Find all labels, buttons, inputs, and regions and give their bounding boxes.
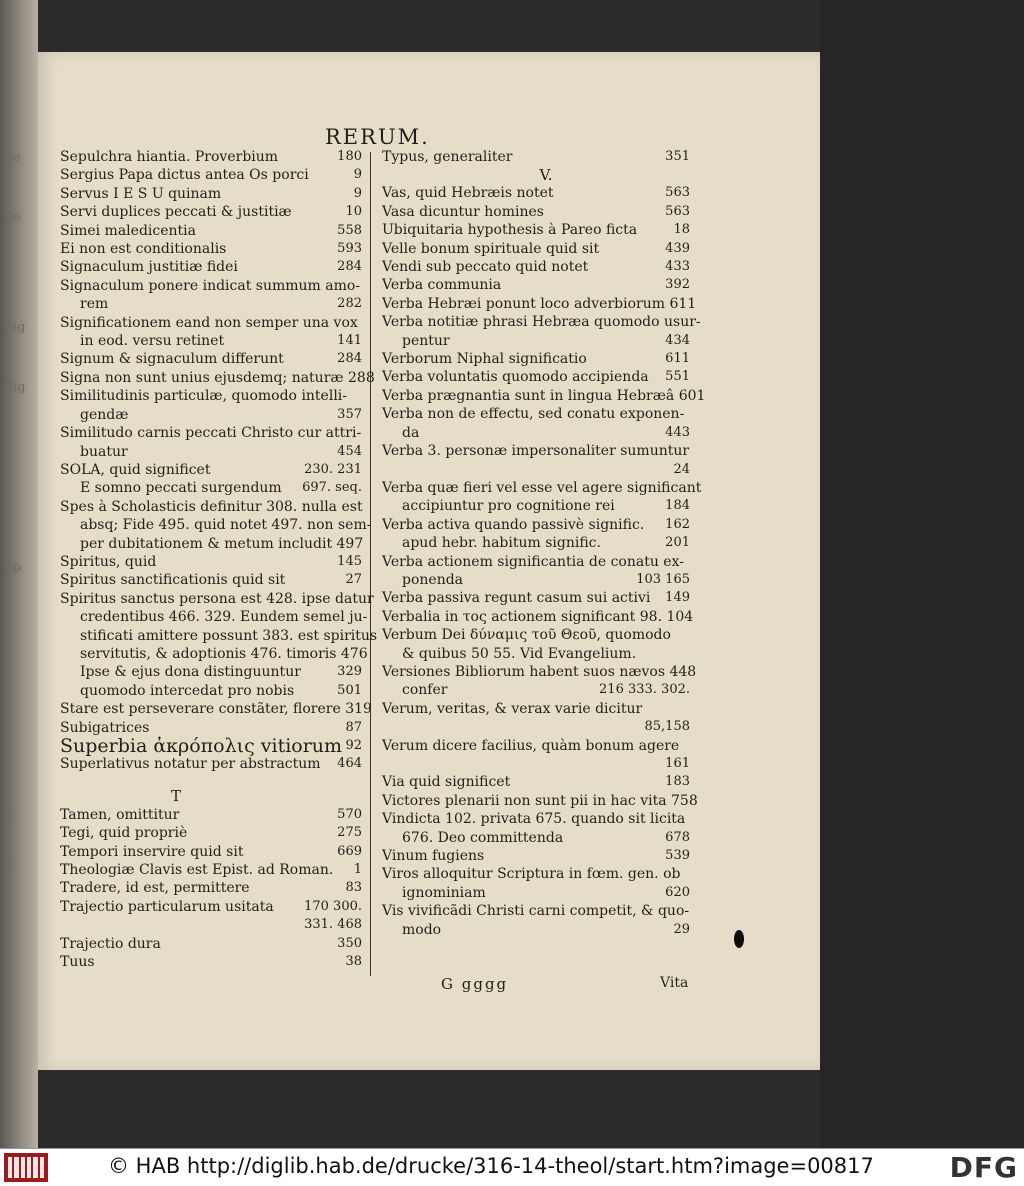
index-entry [60, 332, 362, 350]
entry-text: Vendi sub peccato quid notet [382, 259, 589, 276]
entry-page-number: 563 [665, 185, 690, 201]
entry-text: pentur [402, 332, 450, 349]
index-entry [382, 148, 690, 166]
index-entry [382, 792, 698, 810]
entry-text [382, 461, 690, 479]
index-entry [382, 773, 690, 791]
entry-text [382, 755, 690, 773]
entry-text: Superbia ἀκρόπολις vitiorum [60, 735, 343, 757]
entry-text: per dubitationem & metum includit 497 [80, 535, 364, 552]
index-entry [60, 879, 362, 897]
index-entry [382, 258, 690, 276]
index-entry [382, 221, 690, 239]
section-letter-v: V. [539, 166, 553, 185]
entry-text: accipiuntur pro cognitione rei [402, 498, 615, 515]
index-entry [60, 663, 362, 681]
index-entry [60, 203, 362, 221]
index-entry [60, 277, 362, 295]
entry-text: Servi duplices peccati & justitiæ [60, 204, 292, 221]
entry-page-number: 331. 468 [304, 917, 362, 933]
entry-page-number: 357 [337, 406, 362, 422]
index-entry [382, 921, 690, 939]
entry-page-number: 170 300. [304, 898, 362, 914]
index-entry [60, 755, 362, 773]
index-entry [382, 534, 690, 552]
index-entry [60, 369, 375, 387]
entry-text: 676. Deo committenda [402, 829, 564, 846]
entry-text: Trajectio particularum usitata [60, 898, 274, 915]
entry-text: Spiritus sanctificationis quid sit [60, 572, 286, 589]
index-entry [382, 902, 690, 920]
entry-text: da [402, 424, 420, 441]
entry-page-number: 439 [665, 240, 690, 256]
entry-text: Verba quæ fieri vel esse vel agere significant [382, 479, 702, 496]
left-column [60, 148, 378, 971]
entry-text: Victores plenarii non sunt pii in hac vita 758 [382, 792, 698, 809]
entry-text: Signum & signaculum differunt [60, 351, 284, 368]
entry-page-number: 29 [673, 921, 690, 937]
entry-text: ponenda [402, 571, 464, 588]
entry-page-number: 38 [345, 954, 362, 970]
index-entry [382, 350, 690, 368]
entry-text: Verba non de effectu, sed conatu exponen- [382, 406, 685, 423]
entry-text: & quibus 50 55. Vid Evangelium. [402, 645, 637, 662]
index-entry [60, 935, 362, 953]
index-entry [382, 755, 690, 773]
entry-page-number: 87 [345, 719, 362, 735]
entry-page-number: 149 [665, 590, 690, 606]
entry-text: Subigatrices [60, 719, 150, 736]
entry-page-number: 620 [665, 884, 690, 900]
entry-text: Similitudinis particulæ, quomodo intelli- [60, 388, 348, 405]
entry-page-number: 433 [665, 259, 690, 275]
entry-page-number: 27 [345, 572, 362, 588]
entry-page-number: 85,158 [644, 719, 690, 735]
index-entry [382, 313, 701, 331]
entry-text: Typus, generaliter [382, 149, 513, 165]
entry-page-number: 161 [665, 756, 690, 771]
ink-blot [734, 930, 744, 948]
entry-text: credentibus 466. 329. Eundem semel ju- [80, 609, 368, 626]
copyright-link[interactable]: © HAB http://diglib.hab.de/drucke/316-14-theol/start.htm?image=00817 [108, 1154, 874, 1178]
index-entry [382, 276, 690, 294]
entry-text: E somno peccati surgendum [80, 480, 282, 497]
index-entry [60, 571, 362, 589]
entry-page-number: 275 [337, 825, 362, 841]
entry-text: Verba 3. personæ impersonaliter sumuntur [382, 443, 690, 460]
entry-text: stificati amittere possunt 383. est spiritus [80, 627, 378, 644]
index-entry [60, 516, 372, 534]
index-entry [382, 553, 690, 571]
entry-page-number: 9 [353, 167, 362, 183]
entry-page-number: 539 [665, 848, 690, 864]
index-entry [60, 314, 362, 332]
catchword: Vita [660, 975, 689, 991]
entry-text: Versiones Bibliorum habent suos nævos 448 [382, 663, 697, 680]
index-entry [60, 953, 362, 971]
entry-text: Theologiæ Clavis est Epist. ad Roman. [60, 862, 334, 879]
index-entry [382, 645, 690, 663]
entry-page-number: 282 [337, 296, 362, 312]
index-entry [382, 681, 690, 699]
entry-text: Verba Hebræi ponunt loco adverbiorum 611 [382, 295, 697, 312]
index-entry [60, 843, 362, 861]
index-entry [60, 443, 362, 461]
page-header: RERUM. [325, 125, 430, 149]
entry-page-number: 162 [665, 516, 690, 532]
index-entry [60, 824, 362, 842]
entry-page-number: 145 [337, 553, 362, 569]
index-entry [60, 166, 362, 184]
entry-text: Servus I E S U quinam [60, 185, 222, 202]
index-entry [382, 829, 690, 847]
index-entry [382, 461, 690, 479]
entry-text: Tradere, id est, permittere [60, 880, 250, 897]
entry-page-number: 10 [345, 204, 362, 220]
entry-page-number: 201 [665, 535, 690, 551]
index-entry [382, 718, 690, 736]
index-entry [382, 295, 697, 313]
index-entry [382, 516, 690, 534]
entry-text: Velle bonum spirituale quid sit [382, 240, 600, 257]
index-entry [60, 258, 362, 276]
index-entry [382, 608, 694, 626]
index-entry [382, 387, 706, 405]
entry-text: quomodo intercedat pro nobis [80, 682, 295, 699]
entry-text: Verba actionem significantia de conatu ex- [382, 553, 684, 570]
index-entry [382, 571, 690, 589]
entry-text: Sepulchra hiantia. Proverbium [60, 149, 279, 165]
entry-text: Simei maledicentia [60, 222, 196, 239]
entry-page-number: 697. seq. [302, 480, 362, 496]
entry-page-number: 1 [353, 862, 362, 878]
index-entry [60, 553, 362, 571]
index-entry [382, 589, 690, 607]
entry-text: ignominiam [402, 884, 486, 901]
entry-page-number: 141 [337, 333, 362, 349]
entry-text: Verba voluntatis quomodo accipienda [382, 369, 649, 386]
entry-text: Verba prægnantia sunt in lingua Hebræâ 601 [382, 387, 706, 404]
index-entry [60, 461, 362, 479]
entry-page-number: 551 [665, 369, 690, 385]
index-entry [382, 405, 690, 423]
entry-text: Verba passiva regunt casum sui activi [382, 590, 651, 607]
entry-text: Verba notitiæ phrasi Hebræa quomodo usur- [382, 314, 701, 331]
entry-text: Vinum fugiens [382, 848, 485, 865]
hab-logo-icon [4, 1153, 48, 1182]
index-entry [60, 240, 362, 258]
entry-text: rem [80, 296, 109, 313]
index-entry [60, 387, 362, 405]
index-entry [382, 497, 690, 515]
entry-text: Spiritus, quid [60, 553, 157, 570]
entry-page-number: 184 [665, 498, 690, 514]
index-entry [382, 737, 690, 755]
entry-text: gendæ [80, 406, 129, 423]
index-entry [60, 645, 368, 663]
entry-text: Tegi, quid propriè [60, 825, 188, 842]
index-entry [60, 682, 362, 700]
index-entry [60, 148, 362, 166]
index-entry [60, 535, 362, 553]
entry-text: Verum dicere facilius, quàm bonum agere [382, 737, 680, 754]
index-entry [60, 737, 362, 755]
entry-page-number: 501 [337, 682, 362, 698]
entry-text: confer [402, 682, 448, 699]
entry-page-number: 180 [337, 149, 362, 164]
entry-text: modo [402, 921, 442, 938]
entry-page-number: 558 [337, 222, 362, 238]
entry-page-number: 570 [337, 806, 362, 822]
entry-page-number: 24 [673, 461, 690, 477]
index-entry [60, 898, 362, 916]
entry-page-number: 329 [337, 664, 362, 680]
entry-text: buatur [80, 443, 128, 460]
index-entry [382, 626, 690, 644]
entry-text: servitutis, & adoptionis 476. timoris 476 [80, 645, 368, 662]
entry-text: Spiritus sanctus persona est 428. ipse datur [60, 590, 374, 607]
entry-page-number: 284 [337, 351, 362, 367]
entry-page-number: 83 [345, 880, 362, 896]
index-entry [382, 884, 690, 902]
signature-mark: G gggg [441, 975, 509, 993]
entry-text: Verba communia [382, 277, 502, 294]
index-entry [382, 184, 690, 202]
entry-text: Viros alloquitur Scriptura in fœm. gen. ob [382, 866, 681, 883]
entry-text: Sergius Papa dictus antea Os porci [60, 167, 309, 184]
entry-text: in eod. versu retinet [80, 333, 225, 350]
entry-text: Verba activa quando passivè signific. [382, 516, 645, 533]
entry-text: SOLA, quid significet [60, 461, 211, 478]
section-letter-t: T [170, 786, 181, 805]
entry-page-number: 434 [665, 332, 690, 348]
entry-text: Verbalia in τος actionem significant 98. 104 [382, 608, 694, 625]
scan-background [820, 0, 1024, 1148]
entry-text: Verbum Dei δύναμις τοῦ Θεοῦ, quomodo [382, 627, 671, 644]
index-entry [60, 185, 362, 203]
entry-text: Signaculum ponere indicat summum amo- [60, 277, 361, 294]
entry-text: Vis vivificãdi Christi carni competit, & quo- [382, 903, 690, 920]
index-entry [382, 424, 690, 442]
index-entry [382, 203, 690, 221]
entry-text: Signaculum justitiæ fidei [60, 259, 238, 276]
index-entry [382, 479, 702, 497]
index-entry [382, 332, 690, 350]
entry-text: Signa non sunt unius ejusdemq; naturæ 288 [60, 369, 375, 386]
index-entry [60, 806, 362, 824]
entry-page-number: 350 [337, 935, 362, 951]
index-entry [60, 350, 362, 368]
index-entry [60, 295, 362, 313]
entry-text: Vindicta 102. privata 675. quando sit licita [382, 811, 686, 828]
index-entry [60, 479, 362, 497]
entry-page-number: 464 [337, 756, 362, 772]
entry-text: Significationem eand non semper una vox [60, 314, 358, 331]
entry-page-number: 392 [665, 277, 690, 293]
entry-page-number: 678 [665, 829, 690, 845]
adjacent-page-edge: Se Se Sig Sig Sp T T [0, 0, 38, 1148]
index-entry [60, 861, 362, 879]
index-entry [382, 663, 697, 681]
index-entry [60, 627, 378, 645]
index-entry [60, 424, 362, 442]
entry-text: Ipse & ejus dona distinguuntur [80, 664, 301, 681]
entry-page-number: 230. 231 [304, 461, 362, 477]
dfg-logo: DFG [949, 1151, 1018, 1184]
entry-text: Tamen, omittitur [60, 806, 180, 823]
column-divider [370, 152, 371, 976]
entry-page-number: 593 [337, 241, 362, 257]
entry-page-number: 9 [353, 185, 362, 201]
index-entry [382, 700, 690, 718]
index-entry [60, 406, 362, 424]
index-entry [60, 498, 362, 516]
index-entry [382, 442, 690, 460]
entry-text: Verum, veritas, & verax varie dicitur [382, 700, 643, 717]
entry-text: Tempori inservire quid sit [60, 843, 244, 860]
index-entry [382, 865, 690, 883]
entry-page-number: 669 [337, 843, 362, 859]
entry-text: absq; Fide 495. quid notet 497. non sem- [80, 517, 372, 534]
entry-page-number: 216 333. 302. [599, 682, 690, 698]
entry-page-number: 103 165 [636, 571, 690, 587]
entry-text: Verborum Niphal significatio [382, 351, 587, 368]
index-entry [382, 847, 690, 865]
entry-page-number: 18 [673, 222, 690, 238]
right-column [382, 148, 706, 939]
entry-text: Tuus [60, 954, 95, 971]
entry-text: Superlativus notatur per abstractum [60, 756, 321, 773]
entry-text: Spes à Scholasticis definitur 308. nulla est [60, 498, 363, 515]
footer-bar [0, 1148, 1024, 1186]
index-entry [382, 240, 690, 258]
entry-text: Via quid significet [382, 774, 511, 791]
entry-page-number: 454 [337, 443, 362, 459]
entry-text: Ei non est conditionalis [60, 241, 227, 258]
entry-page-number: 443 [665, 424, 690, 440]
entry-text: Ubiquitaria hypothesis à Pareo ficta [382, 222, 638, 239]
index-entry [60, 222, 362, 240]
entry-text: apud hebr. habitum signific. [402, 535, 601, 552]
entry-text: Vas, quid Hebræis notet [382, 185, 554, 202]
entry-page-number: 92 [345, 738, 362, 753]
index-entry [60, 700, 372, 718]
index-entry [382, 368, 690, 386]
entry-page-number: 611 [665, 351, 690, 367]
entry-page-number: 284 [337, 259, 362, 275]
index-entry [60, 608, 368, 626]
entry-text: Similitudo carnis peccati Christo cur attri- [60, 425, 362, 442]
entry-text: Trajectio dura [60, 935, 161, 952]
entry-text: Stare est perseverare constãter, florere 319 [60, 701, 372, 718]
entry-page-number: 183 [665, 774, 690, 790]
index-entry [382, 810, 690, 828]
index-entry [60, 590, 374, 608]
index-entry [60, 916, 362, 934]
entry-page-number: 563 [665, 203, 690, 219]
entry-page-number: 351 [665, 149, 690, 164]
entry-text: Vasa dicuntur homines [382, 203, 544, 220]
